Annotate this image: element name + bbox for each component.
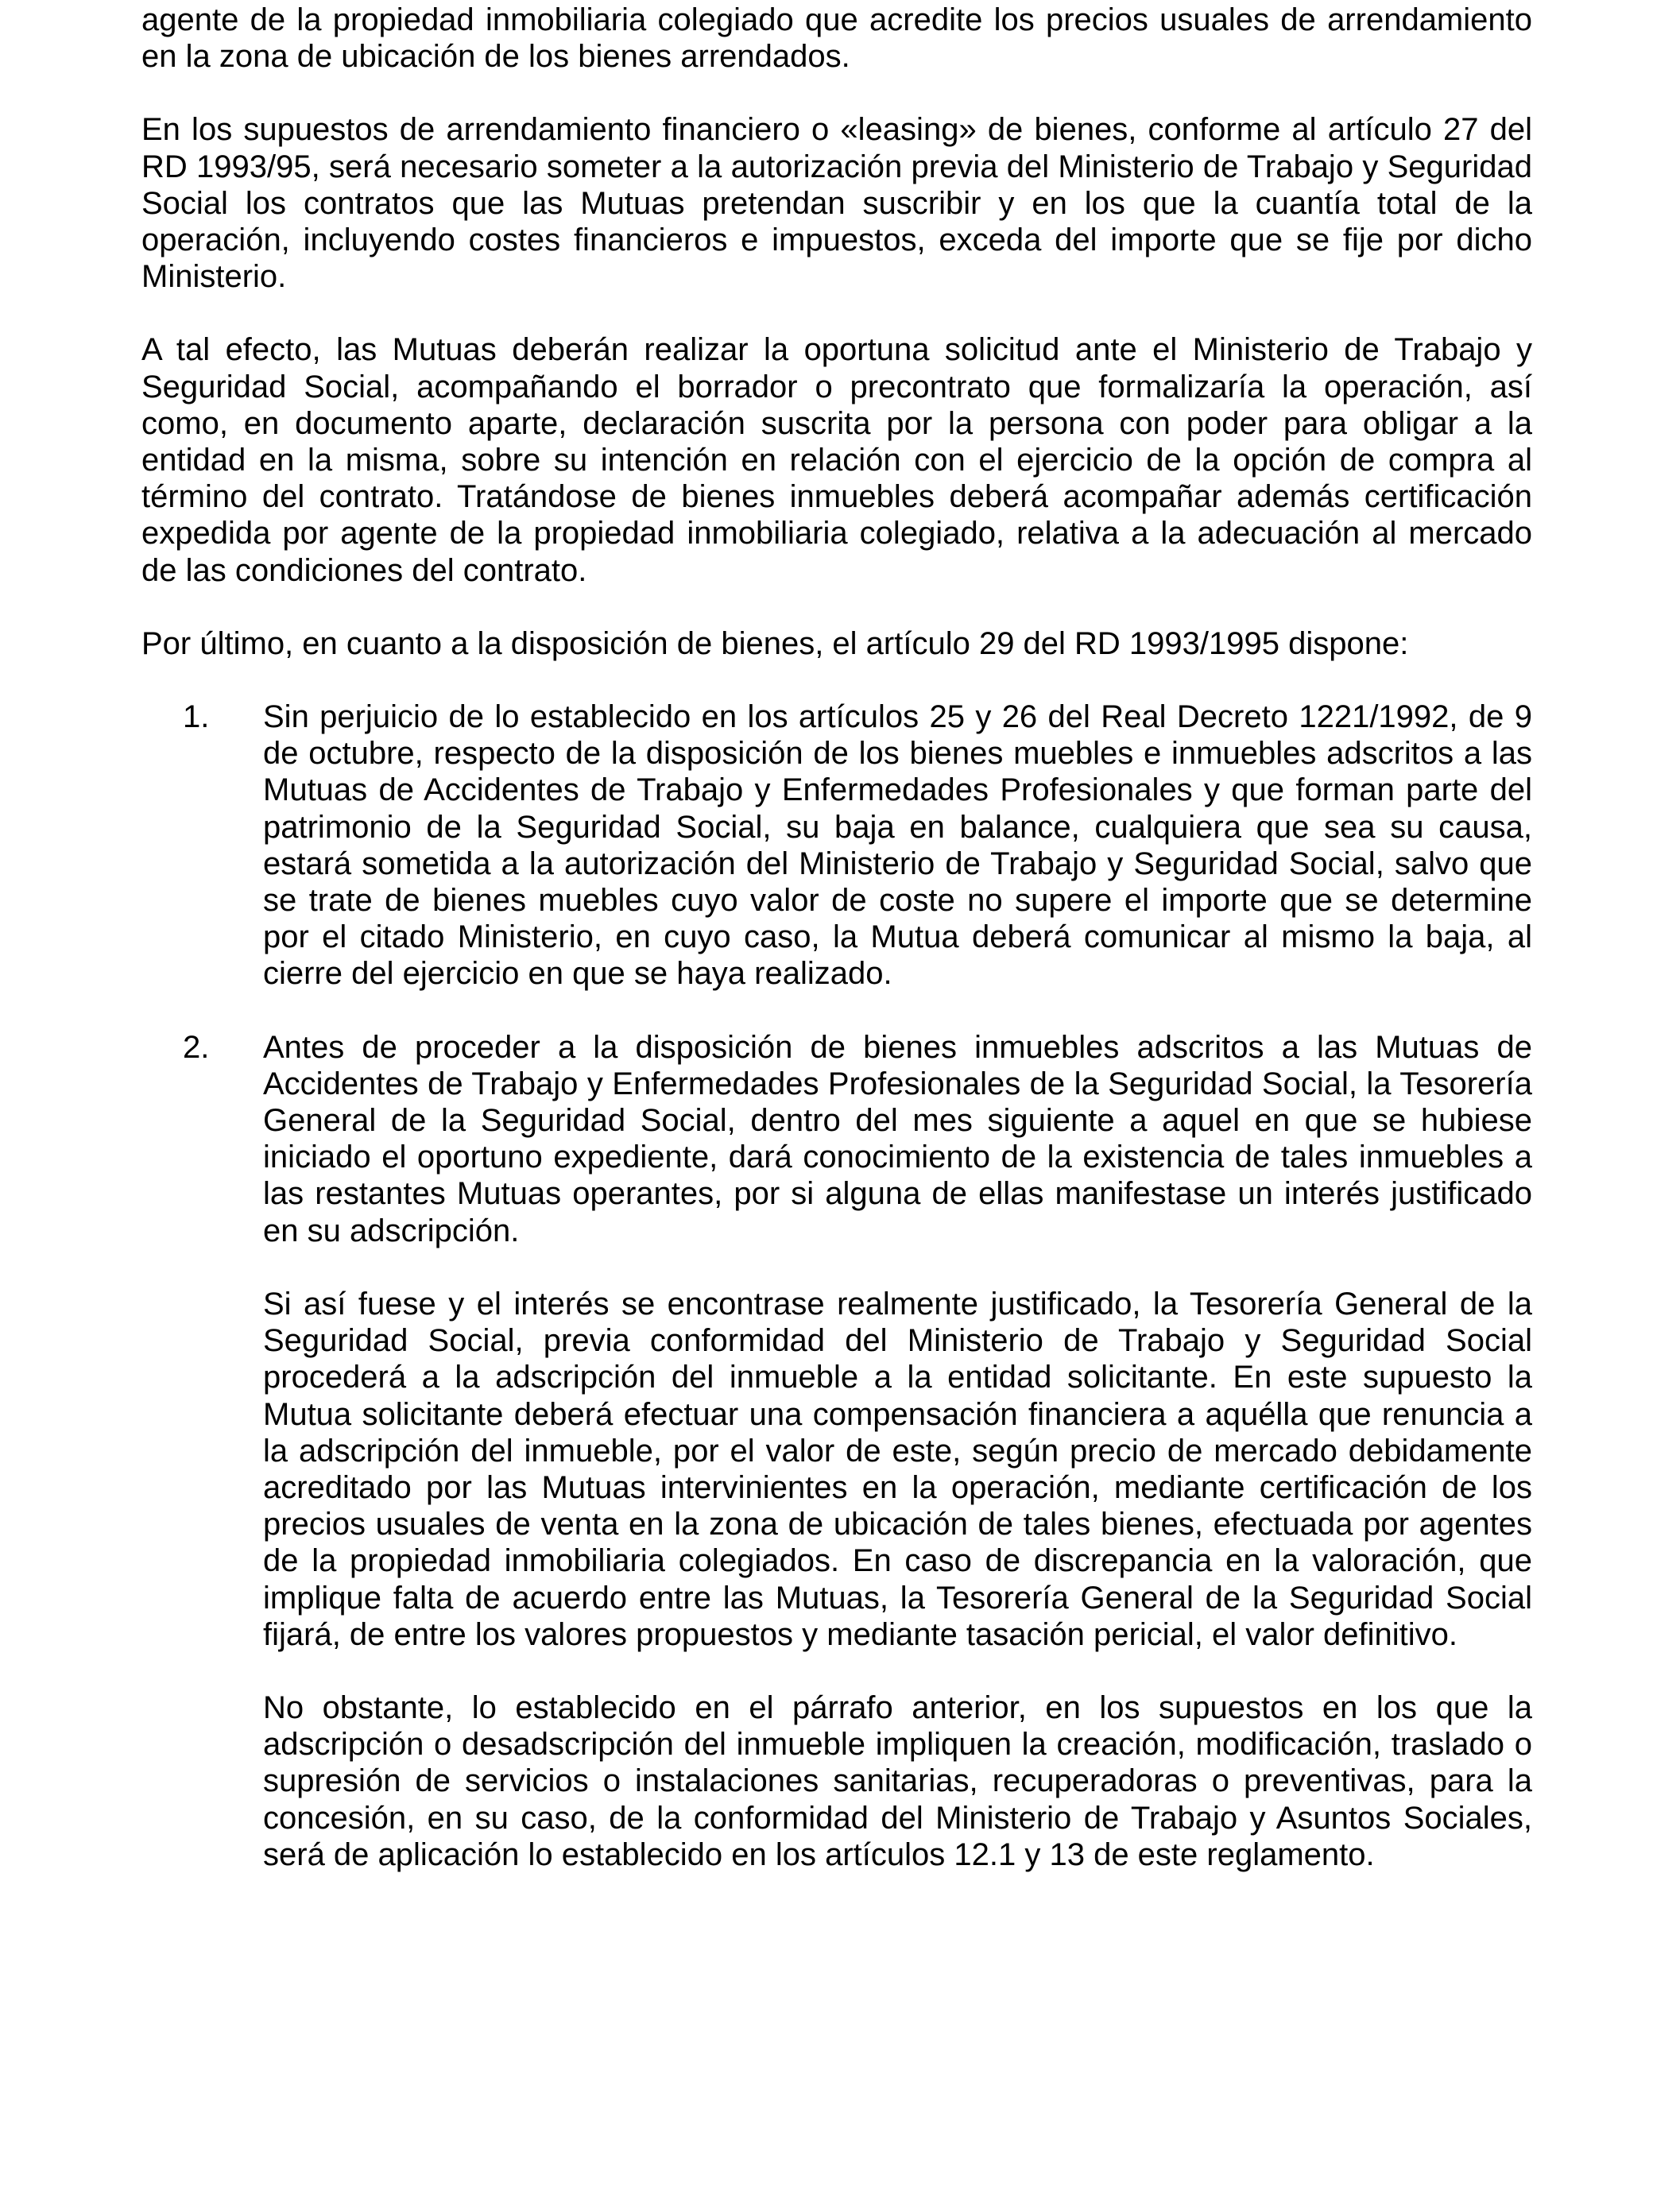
- paragraph-disposicion-intro: Por último, en cuanto a la disposición de bienes, el artículo 29 del RD 1993/1995 dispone:: [141, 625, 1409, 661]
- paragraph-solicitud: A tal efecto, las Mutuas deberán realizar la oportuna solicitud ante el Ministerio de Trabajo y Seguridad Social, acompañando el borrador o precontrato que formalizaría la operación, así como, en documento aparte, declaración suscrita por la persona con poder para obligar a la entidad en la misma, sobre su intención en relación con el ejercicio de la opción de compra al término del contrato. Tratándose de bienes inmuebles deberá acompañar además certificación expedida por agente de la propiedad inmobiliaria colegiado, relativa a la adecuación al mercado de las condiciones del contrato.: [141, 332, 1532, 588]
- document-page: [141, 0, 1532, 1873]
- list-item-number: 2.: [183, 1029, 210, 1065]
- list-item-text: Sin perjuicio de lo establecido en los artículos 25 y 26 del Real Decreto 1221/1992, de 9 de octubre, respecto de la disposición de los bienes muebles e inmuebles adscritos a las Mutuas de Accidentes de Trabajo y Enfermedades Profesionales y que forman parte del patrimonio de la Seguridad Social, su baja en balance, cualquiera que sea su causa, estará sometida a la autorización del Ministerio de Trabajo y Seguridad Social, salvo que se trate de bienes muebles cuyo valor de coste no supere el importe que se determine por el citado Ministerio, en cuyo caso, la Mutua deberá comunicar al mismo la baja, al cierre del ejercicio en que se haya realizado.: [263, 699, 1532, 992]
- paragraph-continuation: agente de la propiedad inmobiliaria colegiado que acredite los precios usuales de arrendamiento en la zona de ubicación de los bienes arrendados.: [141, 2, 1532, 75]
- list-item: [141, 1029, 1532, 1873]
- list-item: [141, 699, 1532, 993]
- list-item-text: No obstante, lo establecido en el párrafo anterior, en los supuestos en los que la adscripción o desadscripción del inmueble impliquen la creación, modificación, traslado o supresión de servicios o instalaciones sanitarias, recuperadoras o preventivas, para la concesión, en su caso, de la conformidad del Ministerio de Trabajo y Asuntos Sociales, será de aplicación lo establecido en los artículos 12.1 y 13 de este reglamento.: [263, 1689, 1532, 1872]
- list-item-text: Si así fuese y el interés se encontrase realmente justificado, la Tesorería General de la Seguridad Social, previa conformidad del Ministerio de Trabajo y Seguridad Social procederá a la adscripción del inmueble a la entidad solicitante. En este supuesto la Mutua solicitante deberá efectuar una compensación financiera a aquélla que renuncia a la adscripción del inmueble, por el valor de este, según precio de mercado debidamente acreditado por las Mutuas intervinientes en la operación, mediante certificación de los precios usuales de venta en la zona de ubicación de tales bienes, efectuada por agentes de la propiedad inmobiliaria colegiados. En caso de discrepancia en la valoración, que implique falta de acuerdo entre las Mutuas, la Tesorería General de la Seguridad Social fijará, de entre los valores propuestos y mediante tasación pericial, el valor definitivo.: [263, 1286, 1532, 1652]
- list-item-text: Antes de proceder a la disposición de bienes inmuebles adscritos a las Mutuas de Accidentes de Trabajo y Enfermedades Profesionales de la Seguridad Social, la Tesorería General de la Seguridad Social, dentro del mes siguiente a aquel en que se hubiese iniciado el oportuno expediente, dará conocimiento de la existencia de tales inmuebles a las restantes Mutuas operantes, por si alguna de ellas manifestase un interés justificado en su adscripción.: [263, 1029, 1532, 1248]
- list-item-number: 1.: [183, 699, 210, 735]
- paragraph-leasing: En los supuestos de arrendamiento financiero o «leasing» de bienes, conforme al artículo 27 del RD 1993/95, será necesario someter a la autorización previa del Ministerio de Trabajo y Seguridad Social los contratos que las Mutuas pretendan suscribir y en los que la cuantía total de la operación, incluyendo costes financieros e impuestos, exceda del importe que se fije por dicho Ministerio.: [141, 112, 1532, 295]
- numbered-list: [141, 699, 1532, 1873]
